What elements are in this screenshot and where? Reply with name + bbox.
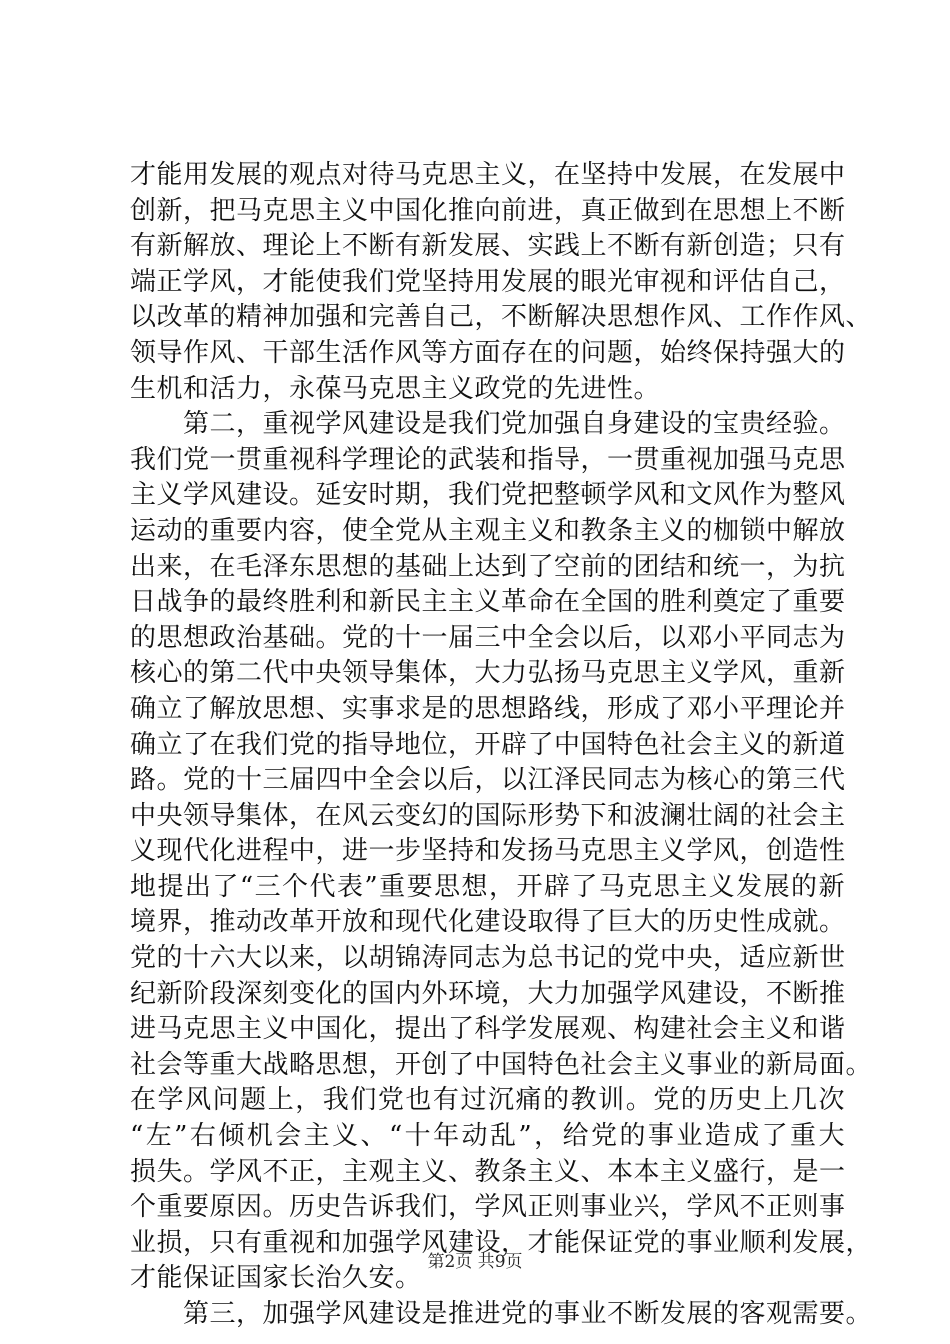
text-line: 地提出了“三个代表”重要思想，开辟了马克思主义发展的新 [130,871,845,902]
text-line: 第二，重视学风建设是我们党加强自身建设的宝贵经验。 [130,409,846,440]
text-line: 在学风问题上，我们党也有过沉痛的教训。党的历史上几次 [130,1085,845,1116]
text-line: 第三，加强学风建设是推进党的事业不断发展的客观需要。 [130,1299,873,1329]
text-line: 领导作风、干部生活作风等方面存在的问题，始终保持强大的 [130,337,846,368]
text-line: 才能用发展的观点对待马克思主义，在坚持中发展，在发展中 [130,160,846,190]
text-line: 中央领导集体，在风云变幻的国际形势下和波澜壮阔的社会主 [130,800,846,831]
document-body [130,158,873,1333]
text-line: 端正学风，才能使我们党坚持用发展的眼光审视和评估自己， [130,266,846,297]
text-line: 的思想政治基础。党的十一届三中全会以后，以邓小平同志为 [130,622,846,653]
text-line: 确立了解放思想、实事求是的思想路线，形成了邓小平理论并 [130,693,846,724]
paragraph [130,407,873,1297]
text-line: 有新解放、理论上不断有新发展、实践上不断有新创造；只有 [130,231,846,262]
text-line: 主义学风建设。延安时期，我们党把整顿学风和文风作为整风 [130,480,846,511]
text-line: 业损，只有重视和加强学风建设，才能保证党的事业顺利发展， [130,1227,873,1258]
text-line: 出来，在毛泽东思想的基础上达到了空前的团结和统一，为抗 [130,551,846,582]
text-line: “左”右倾机会主义、“十年动乱”，给党的事业造成了重大 [130,1121,845,1152]
text-line: 路。党的十三届四中全会以后，以江泽民同志为核心的第三代 [130,765,846,796]
text-line: 确立了在我们党的指导地位，开辟了中国特色社会主义的新道 [130,729,846,760]
text-line: 义现代化进程中，进一步坚持和发扬马克思主义学风，创造性 [130,836,846,867]
text-line: 我们党一贯重视科学理论的武装和指导，一贯重视加强马克思 [130,444,846,475]
paragraph [130,158,873,407]
text-line: 党的十六大以来，以胡锦涛同志为总书记的党中央，适应新世 [130,943,846,974]
text-line: 境界，推动改革开放和现代化建设取得了巨大的历史性成就。 [130,907,846,938]
text-line: 进马克思主义中国化，提出了科学发展观、构建社会主义和谐 [130,1014,846,1045]
text-line: 生机和活力，永葆马克思主义政党的先进性。 [130,373,661,404]
text-line: 以改革的精神加强和完善自己，不断解决思想作风、工作作风、 [130,302,873,333]
page-footer: 第2页 共9页 [427,1252,523,1272]
text-line: 运动的重要内容，使全党从主观主义和教条主义的枷锁中解放 [130,515,846,546]
text-line: 社会等重大战略思想，开创了中国特色社会主义事业的新局面。 [130,1049,873,1080]
text-line: 纪新阶段深刻变化的国内外环境，大力加强学风建设，不断推 [130,978,846,1009]
text-line: 核心的第二代中央领导集体，大力弘扬马克思主义学风，重新 [130,658,846,689]
paragraph [130,1297,873,1333]
text-line: 个重要原因。历史告诉我们，学风正则事业兴，学风不正则事 [130,1192,846,1223]
text-line: 创新，把马克思主义中国化推向前进，真正做到在思想上不断 [130,195,846,226]
text-line: 损失。学风不正，主观主义、教条主义、本本主义盛行，是一 [130,1156,846,1187]
text-line: 日战争的最终胜利和新民主主义革命在全国的胜利奠定了重要 [130,587,846,618]
text-line: 才能保证国家长治久安。 [130,1263,422,1294]
